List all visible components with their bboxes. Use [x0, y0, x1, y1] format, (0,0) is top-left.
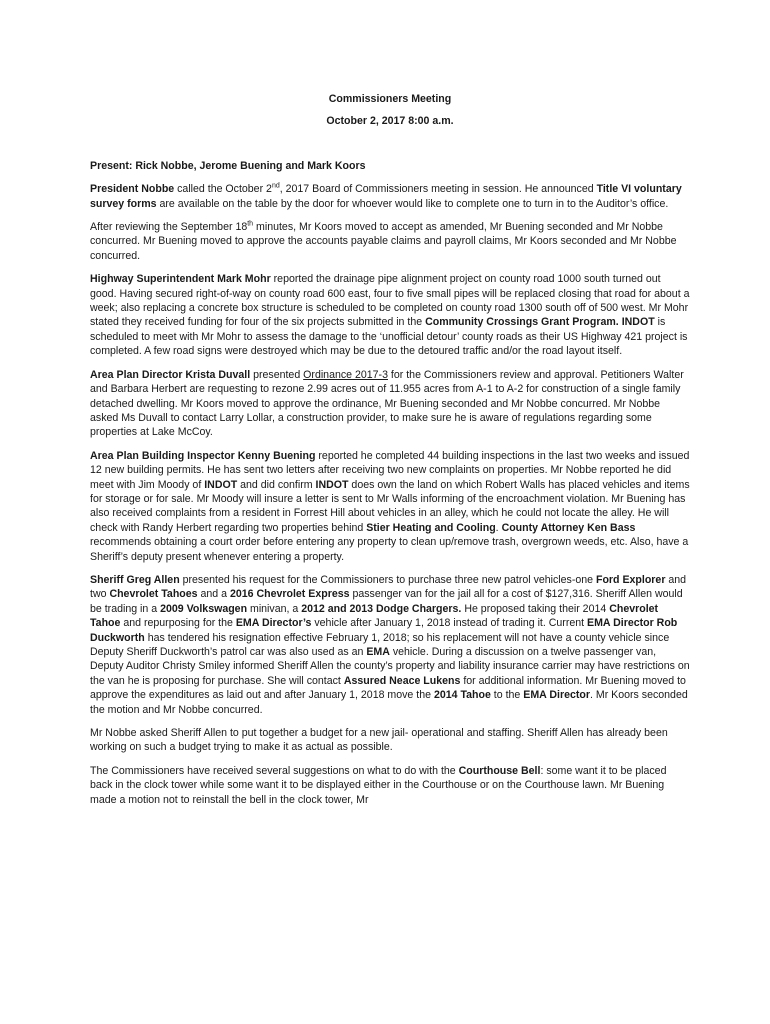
text-run: are available on the table by the door for whoever would like to complete one to turn in to the Auditor’s office.: [156, 197, 669, 210]
bold-text: Title VI voluntary survey forms: [90, 183, 682, 210]
text-run: and did confirm: [237, 478, 316, 491]
bold-text: INDOT: [621, 316, 655, 329]
minutes-paragraph: [90, 368, 690, 440]
bold-text: Area Plan Director Krista Duvall: [90, 368, 251, 381]
bold-text: 2012 and 2013 Dodge Chargers.: [301, 602, 462, 615]
bold-text: President Nobbe: [90, 183, 175, 196]
text-run: The Commissioners have received several suggestions on what to do with the: [90, 764, 459, 777]
text-run: is scheduled to meet with Mr Mohr to assess the damage to the ‘unofficial detour’ county roads as their US Highway 421 project is completed. A few road signs were destroyed which may be due to the detoured traffic and/or the road layout itself.: [90, 316, 688, 358]
bold-text: 2009 Volkswagen: [160, 602, 248, 615]
text-run: for additional information. Mr Buening moved to approve the expenditures as laid out and after January 1, 2018 move the: [90, 674, 686, 702]
text-run: After reviewing the September 18: [90, 221, 248, 234]
text-run: minivan, a: [247, 602, 302, 615]
bold-text: Community Crossings Grant Program.: [425, 316, 619, 329]
bold-text: EMA: [366, 646, 390, 658]
text-run: vehicle after January 1, 2018 instead of trading it. Current: [311, 617, 588, 630]
minutes-paragraph: [90, 726, 690, 755]
document-title: Commissioners Meeting: [328, 93, 452, 105]
attendees-line: Present: Rick Nobbe, Jerome Buening and Mark Koors: [90, 159, 366, 172]
bold-text: County Attorney Ken Bass: [501, 521, 636, 534]
text-run: : some want it to be placed back in the clock tower while some want it to be displayed either in the Courthouse or on the Courthouse lawn. Mr Buening made a motion not to reinstall the bell in the clock tower, Mr: [90, 764, 667, 806]
minutes-paragraph: [90, 449, 690, 564]
bold-text: Chevrolet Tahoes: [109, 588, 198, 601]
minutes-paragraph: [90, 764, 690, 807]
text-run: . Mr Koors seconded the motion and Mr Nobbe concurred.: [90, 689, 688, 716]
text-run: reported the drainage pipe alignment project on county road 1000 south turned out good. Having secured right-of-way on county road 600 east, four to five small pipes will be replaced closing that road for about a week; also replacing a concrete box structure is scheduled to be completed on county road 1300 south off of 500 west. Mr Mohr stated they received funding for four of the six projects submitted in the: [90, 273, 690, 329]
bold-text: EMA Director Rob Duckworth: [90, 617, 678, 644]
text-run: minutes, Mr Koors moved to accept as amended, Mr Buening seconded and Mr Nobbe concurred. Mr Buening moved to approve the accounts payable claims and payroll claims, Mr Koors seconded and Mr Nobbe concurred.: [90, 221, 677, 262]
bold-text: Ford Explorer: [595, 573, 666, 586]
text-run: presented: [250, 368, 304, 381]
bold-text: 2016 Chevrolet Express: [229, 588, 350, 601]
text-run: He proposed taking their 2014: [461, 602, 610, 615]
text-run: for the Commissioners review and approval. Petitioners Walter and Barbara Herbert are requesting to rezone 2.99 acres out of 11.955 acres from A-1 to A-2 for construction of a single family detached dwelling. Mr Koors moved to approve the ordinance, Mr Buening seconded and Mr Nobbe concurred. Mr Nobbe asked Ms Duvall to contact Larry Lollar, a construction provider, to make sure he is aware of regulations regarding some properties at Lake McCoy.: [90, 368, 684, 439]
minutes-paragraph: [90, 220, 690, 263]
bold-text: Sheriff Greg Allen: [90, 573, 180, 586]
text-run: and a: [197, 588, 230, 601]
meeting-date: October 2, 2017 8:00 a.m.: [326, 115, 454, 128]
bold-text: 2014 Tahoe: [433, 689, 491, 702]
text-run: Mr Nobbe asked Sheriff Allen to put together a budget for a new jail- operational and staffing. Sheriff Allen has already been working on such a budget trying to make it as actual as possible.: [90, 727, 668, 754]
bold-text: Stier Heating and Cooling: [366, 521, 496, 534]
ordinal-suffix: nd: [271, 182, 280, 190]
text-run: does own the land on which Robert Walls has placed vehicles and items for storage or for sale. Mr Moody will insure a letter is sent to Mr Walls informing of the encroachment violation. Mr Buening has also received complaints from a resident in Forrest Hill about vehicles in an alley, which he could not locate the alley. He will check with Randy Herbert regarding two properties behind: [90, 478, 690, 534]
ordinal-suffix: th: [247, 220, 254, 228]
bold-text: INDOT: [315, 478, 349, 491]
text-run: presented his request for the Commissioners to purchase three new patrol vehicles-one: [179, 573, 596, 586]
minutes-paragraph: [90, 182, 690, 211]
bold-text: Chevrolet Tahoe: [90, 602, 659, 630]
minutes-paragraph: [90, 573, 690, 717]
document-page: [90, 92, 690, 807]
text-run: recommends obtaining a court order before entering any property to clean up/remove trash, overgrown weeds, etc. Also, have a Sheriff’s deputy present whenever entering a property.: [90, 536, 689, 563]
text-run: reported he completed 44 building inspections in the last two weeks and issued 12 new building permits. He has sent two letters after receiving two new complaints on properties. Mr Nobbe reported he did meet with Jim Moody of: [90, 449, 690, 491]
text-run: , 2017 Board of Commissioners meeting in session. He announced: [279, 183, 597, 196]
underlined-text: Ordinance 2017-3: [303, 368, 388, 381]
bold-text: EMA Director: [523, 689, 590, 702]
minutes-body: [90, 182, 690, 807]
text-run: has tendered his resignation effective February 1, 2018; so his replacement will not have a county vehicle since Deputy Sheriff Duckworth’s patrol car was also used as an: [90, 631, 670, 658]
text-run: passenger van for the jail all for a cost of $127,316. Sheriff Allen would be trading in a: [90, 588, 683, 615]
bold-text: EMA Director’s: [235, 617, 312, 630]
bold-text: Assured Neace Lukens: [343, 674, 461, 687]
bold-text: INDOT: [204, 478, 238, 491]
text-run: vehicle. During a discussion on a twelve passenger van, Deputy Auditor Christy Smiley informed Sheriff Allen the county’s property and liability insurance carrier may have restrictions on the van he is proposing for purchase. She will contact: [90, 646, 690, 687]
bold-text: Area Plan Building Inspector Kenny Buening: [90, 449, 316, 462]
text-run: and repurposing for the: [120, 617, 236, 630]
text-run: .: [495, 521, 502, 534]
text-run: and two: [90, 573, 687, 601]
text-run: to the: [490, 689, 524, 702]
text-run: called the October 2: [174, 183, 272, 196]
bold-text: Highway Superintendent Mark Mohr: [90, 273, 271, 286]
minutes-paragraph: [90, 272, 690, 358]
bold-text: Courthouse Bell: [458, 764, 541, 777]
